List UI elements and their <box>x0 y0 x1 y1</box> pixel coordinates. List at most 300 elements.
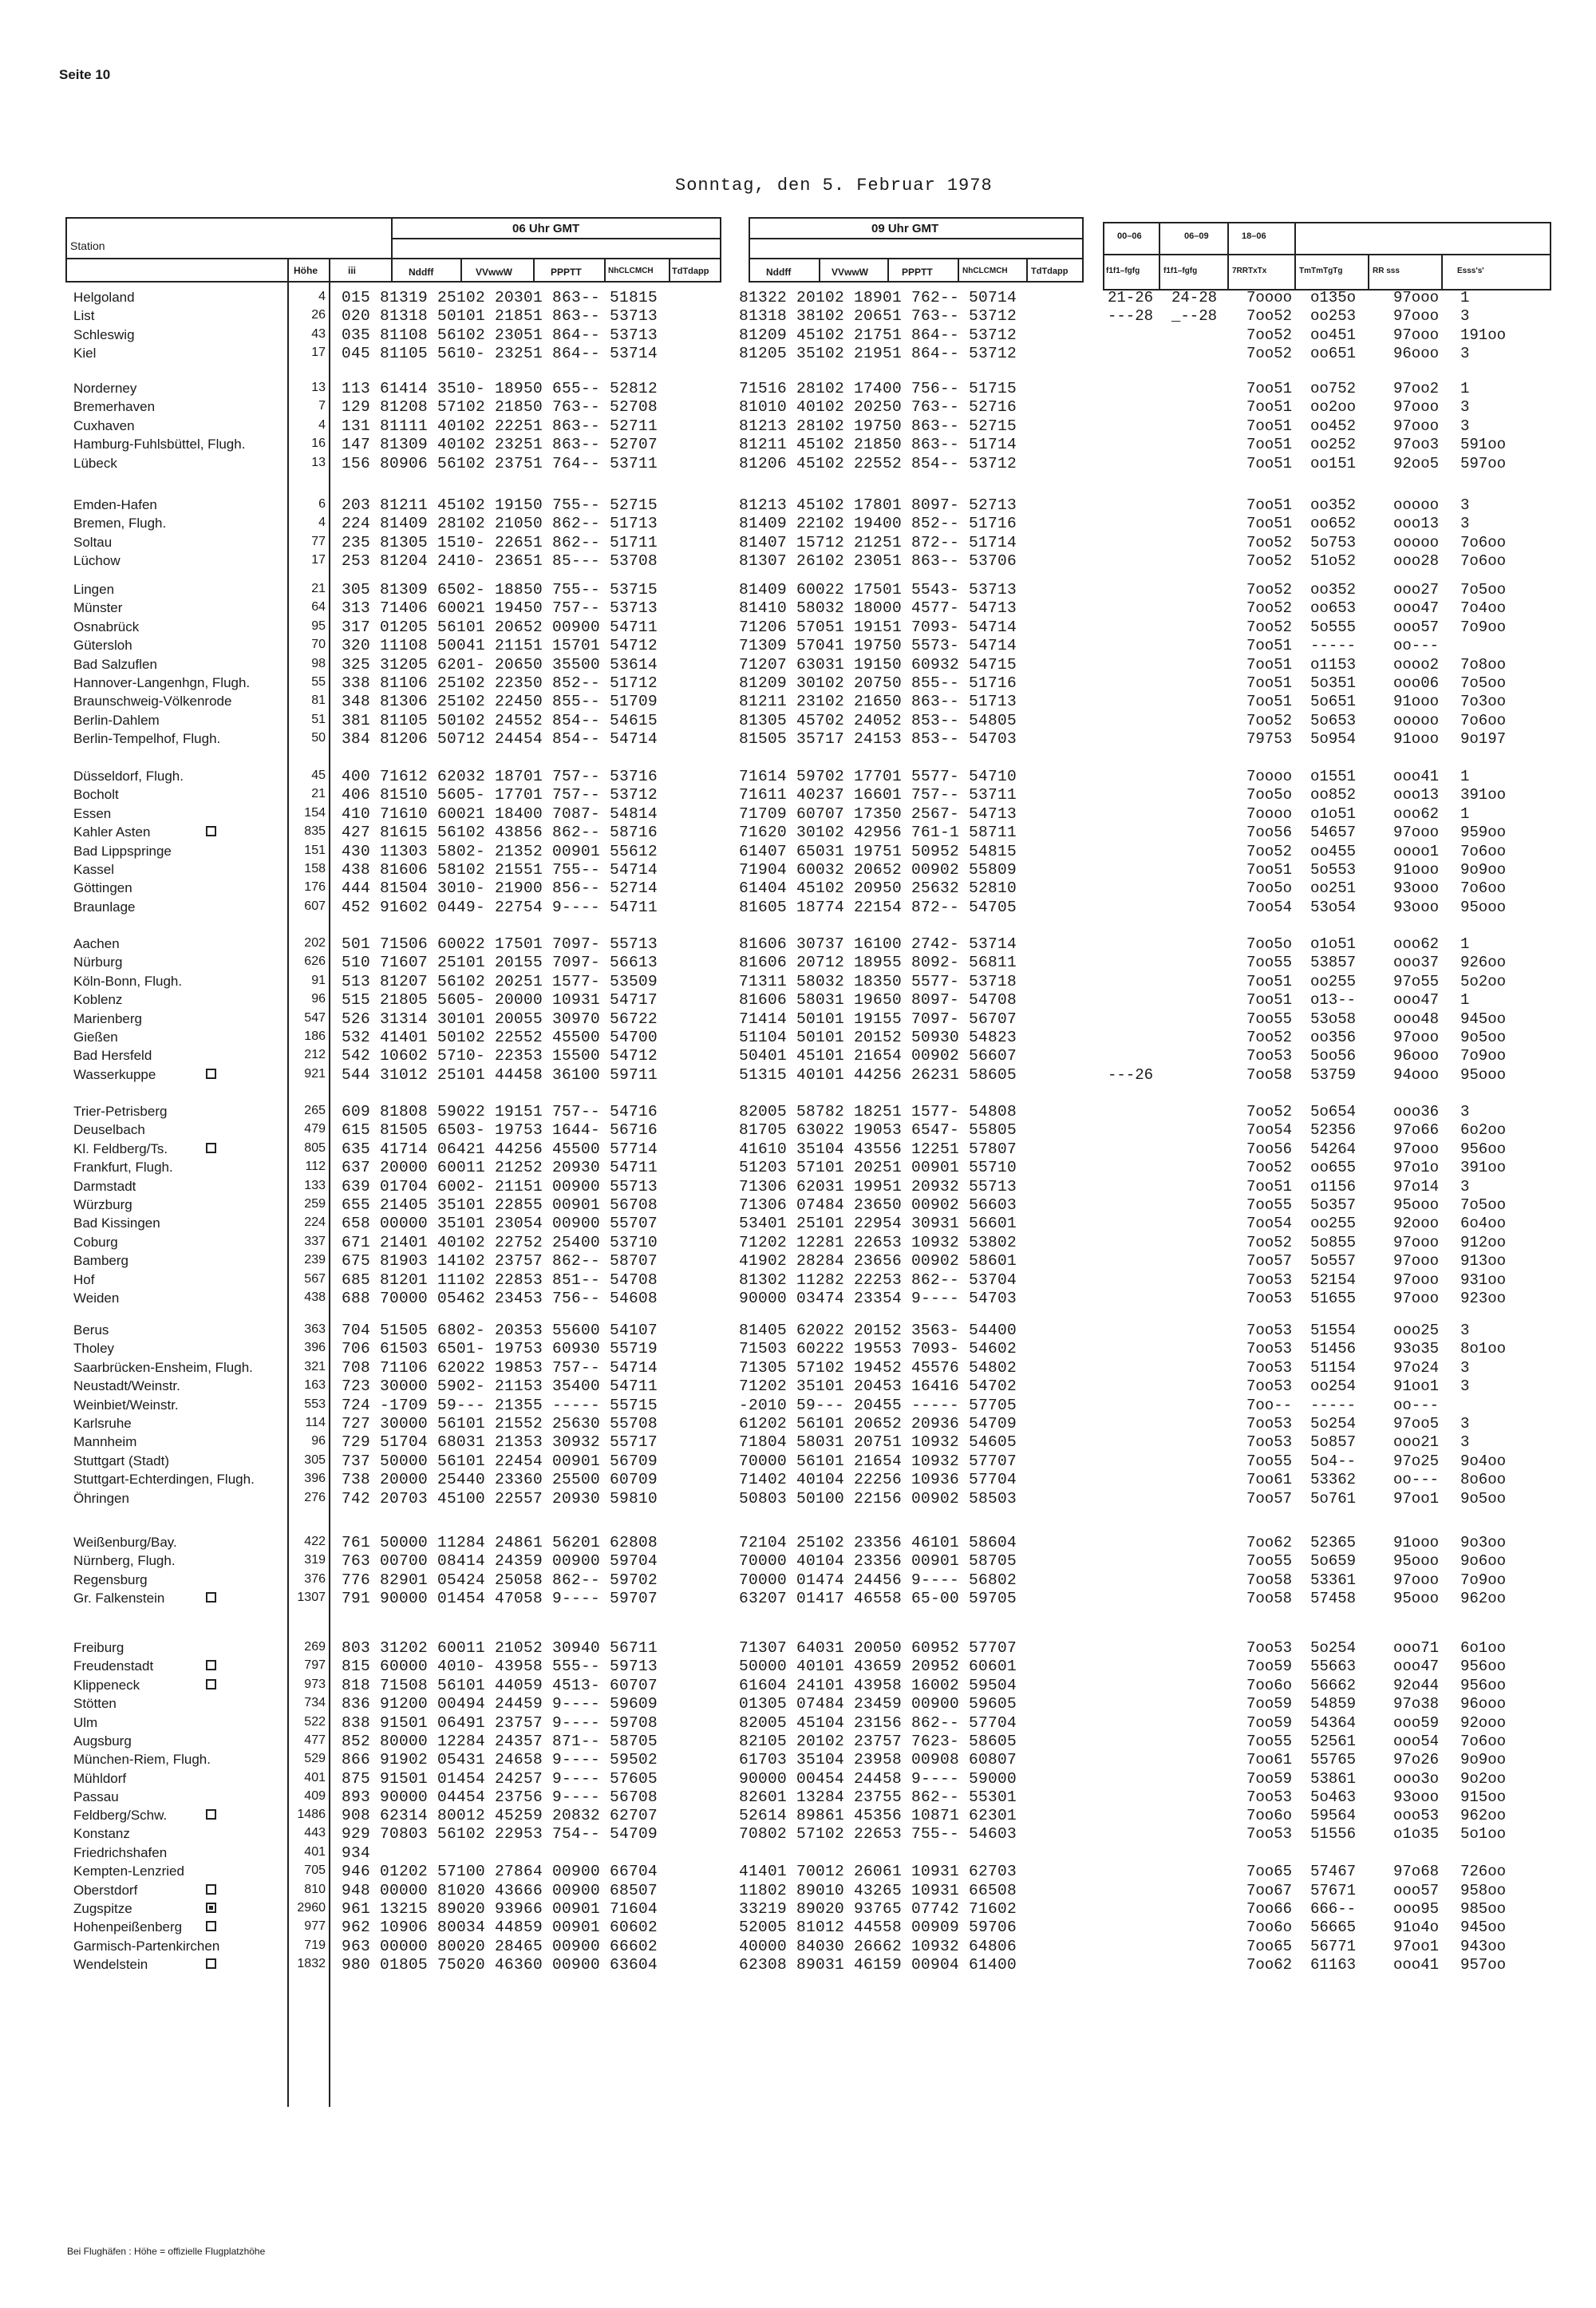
obs-d09: 81322 20102 18901 762-- 50714 <box>739 289 1017 306</box>
obs-c5: 92oo5 <box>1393 454 1440 472</box>
station-height: 259 <box>304 1197 326 1211</box>
obs-d09: 81209 30102 20750 855-- 51716 <box>739 674 1017 692</box>
obs-d06: 639 01704 6002- 21151 00900 55713 <box>342 1177 658 1195</box>
obs-c3: 7oo55 <box>1246 1010 1293 1028</box>
obs-d06: 338 81106 25102 22350 852-- 51712 <box>342 674 658 692</box>
obs-c4: 5o254 <box>1310 1639 1357 1657</box>
mountain-station-marker-icon <box>206 1660 216 1670</box>
obs-c4: 53o58 <box>1310 1010 1357 1028</box>
station-name: Augsburg <box>73 1733 132 1749</box>
station-name: Neustadt/Weinstr. <box>73 1378 180 1394</box>
obs-c5: 91oo1 <box>1393 1377 1440 1396</box>
obs-c5: 95ooo <box>1393 1590 1440 1608</box>
obs-d09: 71904 60032 20652 00902 55809 <box>739 861 1017 879</box>
table-row <box>0 1880 1596 1899</box>
obs-c5: ooo59 <box>1393 1713 1440 1732</box>
obs-d09: 41610 35104 43556 12251 57807 <box>739 1140 1017 1158</box>
obs-c3: 7oo53 <box>1246 1358 1293 1377</box>
obs-c4: 5o761 <box>1310 1489 1357 1508</box>
obs-c3: 7oo51 <box>1246 454 1293 472</box>
obs-c3: 7oo59 <box>1246 1695 1293 1713</box>
table-row <box>0 1693 1596 1712</box>
station-height: 133 <box>304 1178 326 1192</box>
station-height: 401 <box>304 1770 326 1784</box>
obs-c5: 97ooo <box>1393 1290 1440 1307</box>
table-row <box>0 1176 1596 1195</box>
obs-d09: 81505 35717 24153 853-- 54703 <box>739 730 1017 749</box>
table-row <box>0 453 1596 472</box>
obs-c4: 5o463 <box>1310 1788 1357 1807</box>
obs-c4: 57671 <box>1310 1881 1357 1899</box>
obs-c5: 93ooo <box>1393 1788 1440 1807</box>
obs-c4: 55765 <box>1310 1751 1357 1769</box>
obs-c6: 726oo <box>1460 1863 1507 1881</box>
station-name: Konstanz <box>73 1826 130 1842</box>
obs-c6: 9o6oo <box>1460 1552 1507 1571</box>
obs-c5: 91ooo <box>1393 693 1440 711</box>
obs-d09: 61604 24101 43958 16002 59504 <box>739 1676 1017 1694</box>
obs-d09: 71709 60707 17350 2567- 54713 <box>739 804 1017 823</box>
obs-d06: 348 81306 25102 22450 855-- 51709 <box>342 693 658 711</box>
obs-c6: 95ooo <box>1460 898 1507 916</box>
obs-c5: 97o14 <box>1393 1177 1440 1195</box>
obs-d09: 41401 70012 26061 10931 62703 <box>739 1863 1017 1881</box>
obs-d09: 50401 45101 21654 00902 56607 <box>739 1047 1017 1065</box>
obs-c5: 96ooo <box>1393 1047 1440 1065</box>
obs-c6: 7o6oo <box>1460 711 1507 729</box>
station-height: 547 <box>304 1010 326 1025</box>
obs-c3: 7oo6o <box>1246 1919 1293 1937</box>
station-name: Nürburg <box>73 954 123 970</box>
obs-d06: 948 00000 81020 43666 00900 68507 <box>342 1881 658 1899</box>
station-height: 1832 <box>297 1957 326 1971</box>
obs-c6: 6o4oo <box>1460 1215 1507 1233</box>
obs-c4: oo651 <box>1310 345 1357 363</box>
obs-c6: 923oo <box>1460 1290 1507 1307</box>
obs-c4: oo655 <box>1310 1159 1357 1177</box>
station-name: Stötten <box>73 1696 117 1712</box>
obs-c6: 3 <box>1460 496 1470 514</box>
obs-c6: 3 <box>1460 398 1470 417</box>
obs-c6: 9o9oo <box>1460 1751 1507 1769</box>
obs-d09: 40000 84030 26662 10932 64806 <box>739 1937 1017 1955</box>
obs-c4: 666-- <box>1310 1900 1357 1918</box>
station-name: Tholey <box>73 1341 115 1357</box>
station-height: 81 <box>311 694 326 708</box>
table-row <box>0 1954 1596 1973</box>
station-height: 202 <box>304 936 326 950</box>
obs-c3: 7oo61 <box>1246 1751 1293 1769</box>
station-name: Koblenz <box>73 992 123 1008</box>
obs-c6: 591oo <box>1460 436 1507 454</box>
obs-c4: 51554 <box>1310 1322 1357 1339</box>
obs-c4: 54264 <box>1310 1140 1357 1158</box>
obs-d09: 81405 62022 20152 3563- 54400 <box>739 1322 1017 1339</box>
station-name: Wendelstein <box>73 1957 148 1973</box>
obs-c1: ---28 <box>1108 307 1154 326</box>
obs-d09: -2010 59--- 20455 ----- 57705 <box>739 1396 1017 1414</box>
station-name: Köln-Bonn, Flugh. <box>73 973 183 989</box>
mountain-station-marker-icon <box>206 1958 216 1969</box>
obs-c5: 94ooo <box>1393 1065 1440 1084</box>
obs-c3: 7oo51 <box>1246 991 1293 1010</box>
obs-d09: 71611 40237 16601 757-- 53711 <box>739 786 1017 804</box>
obs-d06: 020 81318 50101 21851 863-- 53713 <box>342 307 658 326</box>
obs-c6: 6o2oo <box>1460 1121 1507 1140</box>
station-height: 21 <box>311 582 326 595</box>
obs-c6: 913oo <box>1460 1252 1507 1271</box>
obs-d06: 035 81108 56102 23051 864-- 53713 <box>342 326 658 344</box>
table-row <box>0 1451 1596 1469</box>
obs-c4: oo451 <box>1310 326 1357 344</box>
obs-c5: ooo71 <box>1393 1639 1440 1657</box>
obs-c6: 3 <box>1460 1433 1470 1452</box>
obs-c3: 7oo5o <box>1246 935 1293 953</box>
obs-c4: 51456 <box>1310 1340 1357 1358</box>
obs-d09: 50000 40101 43659 20952 60601 <box>739 1658 1017 1676</box>
obs-d06: 384 81206 50712 24454 854-- 54714 <box>342 730 658 749</box>
obs-d06: 962 10906 80034 44859 00901 60602 <box>342 1919 658 1937</box>
obs-c5: 97o55 <box>1393 972 1440 990</box>
obs-c4: 5oo56 <box>1310 1047 1357 1065</box>
table-row <box>0 287 1596 306</box>
obs-d09: 11802 89010 43265 10931 66508 <box>739 1881 1017 1899</box>
obs-d09: 81010 40102 20250 763-- 52716 <box>739 398 1017 417</box>
obs-c5: 97oo1 <box>1393 1937 1440 1955</box>
obs-c3: 7oo53 <box>1246 1377 1293 1396</box>
station-name: Weißenburg/Bay. <box>73 1535 177 1550</box>
obs-d09: 81211 23102 21650 863-- 51713 <box>739 693 1017 711</box>
obs-c5: 97ooo <box>1393 307 1440 326</box>
obs-c1: ---26 <box>1108 1065 1154 1084</box>
obs-c3: 7oo53 <box>1246 1415 1293 1433</box>
obs-c4: 52365 <box>1310 1534 1357 1551</box>
obs-c6: 7o9oo <box>1460 1571 1507 1589</box>
station-height: 17 <box>311 346 326 360</box>
obs-d06: 980 01805 75020 46360 00900 63604 <box>342 1956 658 1974</box>
obs-c5: 97o26 <box>1393 1751 1440 1769</box>
mountain-station-marker-icon <box>206 1679 216 1690</box>
station-height: 4 <box>318 516 326 530</box>
obs-c6: 931oo <box>1460 1271 1507 1289</box>
obs-c1: 21-26 <box>1108 289 1154 306</box>
obs-c3: 7oo6o <box>1246 1807 1293 1824</box>
obs-d09: 71311 58032 18350 5577- 53718 <box>739 972 1017 990</box>
obs-d06: 515 21805 5605- 20000 10931 54717 <box>342 991 658 1010</box>
obs-c3: 7oo52 <box>1246 581 1293 599</box>
obs-c5: 97oo2 <box>1393 380 1440 397</box>
header-hoehe: Höhe <box>294 265 318 276</box>
obs-d09: 81606 20712 18955 8092- 56811 <box>739 954 1017 972</box>
obs-c4: o1153 <box>1310 655 1357 674</box>
obs-c5: oo--- <box>1393 1396 1440 1414</box>
obs-d06: 147 81309 40102 23251 863-- 52707 <box>342 436 658 454</box>
obs-c5: 97o25 <box>1393 1452 1440 1470</box>
station-name: Mühldorf <box>73 1770 127 1786</box>
obs-c3: 7oo52 <box>1246 842 1293 860</box>
obs-d06: 305 81309 6502- 18850 755-- 53715 <box>342 581 658 599</box>
table-row <box>0 710 1596 729</box>
obs-c3: 7oo67 <box>1246 1881 1293 1899</box>
obs-d09: 71402 40104 22256 10936 57704 <box>739 1471 1017 1489</box>
obs-d09: 71414 50101 19155 7097- 56707 <box>739 1010 1017 1028</box>
obs-c4: 5o954 <box>1310 730 1357 749</box>
obs-c3: 7oo52 <box>1246 533 1293 551</box>
obs-c3: 7oo59 <box>1246 1713 1293 1732</box>
station-height: 45 <box>311 769 326 782</box>
obs-d06: 738 20000 25440 23360 25500 60709 <box>342 1471 658 1489</box>
obs-c4: oo151 <box>1310 454 1357 472</box>
table-row <box>0 1320 1596 1338</box>
obs-c4: o1o51 <box>1310 935 1357 953</box>
table-row <box>0 673 1596 691</box>
obs-c6: 7o6oo <box>1460 879 1507 898</box>
obs-c6: 1 <box>1460 991 1470 1010</box>
station-height: 719 <box>304 1938 326 1952</box>
obs-c6: 9o5oo <box>1460 1029 1507 1046</box>
header-09-col-5: TdTdapp <box>1031 267 1069 276</box>
obs-d09: 71306 62031 19951 20932 55713 <box>739 1177 1017 1195</box>
mountain-station-marker-icon <box>206 1592 216 1603</box>
obs-d06: 866 91902 05431 24658 9---- 59502 <box>342 1751 658 1769</box>
station-name: Zugspitze <box>73 1901 132 1916</box>
station-name: Weiden <box>73 1290 120 1306</box>
obs-c3: 7oo52 <box>1246 307 1293 326</box>
obs-c5: ooo47 <box>1393 1658 1440 1676</box>
station-name: Braunschweig-Völkenrode <box>73 694 232 709</box>
table-row <box>0 1288 1596 1306</box>
obs-c4: 5o4-- <box>1310 1452 1357 1470</box>
table-row <box>0 551 1596 569</box>
station-height: 977 <box>304 1919 326 1934</box>
station-name: Kl. Feldberg/Ts. <box>73 1140 168 1156</box>
station-name: Lingen <box>73 582 115 597</box>
obs-d06: 704 51505 6802- 20353 55600 54107 <box>342 1322 658 1339</box>
header-group-06: 06 Uhr GMT <box>512 222 580 235</box>
table-row <box>0 1232 1596 1251</box>
obs-d09: 01305 07484 23459 00900 59605 <box>739 1695 1017 1713</box>
obs-c4: oo255 <box>1310 1215 1357 1233</box>
obs-d06: 615 81505 6503- 19753 1644- 56716 <box>342 1121 658 1140</box>
obs-d06: 893 90000 04454 23756 9---- 56708 <box>342 1788 658 1807</box>
station-height: 98 <box>311 656 326 670</box>
obs-c4: 56665 <box>1310 1919 1357 1937</box>
obs-d09: 81705 63022 19053 6547- 55805 <box>739 1121 1017 1140</box>
obs-c6: 7o6oo <box>1460 552 1507 571</box>
obs-c3: 7oo-- <box>1246 1396 1293 1414</box>
mountain-station-marker-icon <box>206 1921 216 1931</box>
header-extra-bottom-3: 7RRTxTx <box>1232 267 1267 275</box>
obs-c6: 5o2oo <box>1460 972 1507 990</box>
obs-c4: 54364 <box>1310 1713 1357 1732</box>
obs-d09: 81209 45102 21751 864-- 53712 <box>739 326 1017 344</box>
station-height: 4 <box>318 417 326 432</box>
station-name: Stuttgart (Stadt) <box>73 1452 169 1468</box>
station-height: 973 <box>304 1677 326 1691</box>
header-extra-bottom-5: RR sss <box>1373 267 1400 275</box>
obs-c4: 51655 <box>1310 1290 1357 1307</box>
obs-c6: 92ooo <box>1460 1713 1507 1732</box>
obs-d09: 81410 58032 18000 4577- 54713 <box>739 599 1017 618</box>
station-name: Cuxhaven <box>73 417 135 433</box>
table-row <box>0 1432 1596 1450</box>
obs-c5: 97ooo <box>1393 417 1440 435</box>
obs-d09: 51104 50101 20152 50930 54823 <box>739 1029 1017 1046</box>
station-height: 438 <box>304 1290 326 1304</box>
obs-d06: 729 51704 68031 21353 30932 55717 <box>342 1433 658 1452</box>
obs-c3: 7oo54 <box>1246 1215 1293 1233</box>
table-row <box>0 804 1596 822</box>
obs-c5: ooo3o <box>1393 1769 1440 1788</box>
header-extra-top-1: 00–06 <box>1117 231 1142 241</box>
obs-d09: 62308 89031 46159 00904 61400 <box>739 1956 1017 1974</box>
table-row <box>0 1551 1596 1569</box>
station-height: 734 <box>304 1696 326 1710</box>
station-name: Darmstadt <box>73 1178 136 1194</box>
obs-c6: 3 <box>1460 1415 1470 1433</box>
table-row <box>0 378 1596 397</box>
station-height: 805 <box>304 1140 326 1155</box>
obs-d09: 51315 40101 44256 26231 58605 <box>739 1065 1017 1084</box>
station-name: Aachen <box>73 936 120 951</box>
obs-d06: 675 81903 14102 23757 862-- 58707 <box>342 1252 658 1271</box>
obs-c6: 9o9oo <box>1460 861 1507 879</box>
obs-d09: 81407 15712 21251 872-- 51714 <box>739 533 1017 551</box>
table-row <box>0 325 1596 343</box>
obs-c5: 97ooo <box>1393 1140 1440 1158</box>
obs-c3: 7oo57 <box>1246 1252 1293 1271</box>
header-extra-bottom-6: Esss's' <box>1457 267 1484 275</box>
obs-d09: 61407 65031 19751 50952 54815 <box>739 842 1017 860</box>
table-row <box>0 1395 1596 1413</box>
obs-d09: 81211 45102 21850 863-- 51714 <box>739 436 1017 454</box>
obs-d06: 410 71610 60021 18400 7087- 54814 <box>342 804 658 823</box>
station-height: 1486 <box>297 1808 326 1821</box>
obs-d09: 63207 01417 46558 65-00 59705 <box>739 1590 1017 1608</box>
obs-c6: 3 <box>1460 1103 1470 1120</box>
station-name: Mannheim <box>73 1434 137 1450</box>
obs-c3: 7oo55 <box>1246 1452 1293 1470</box>
obs-c5: 91o4o <box>1393 1919 1440 1937</box>
obs-c4: 57458 <box>1310 1590 1357 1608</box>
obs-c3: 7oo58 <box>1246 1065 1293 1084</box>
table-row <box>0 934 1596 952</box>
station-name: Klippeneck <box>73 1677 140 1693</box>
obs-c3: 7oo51 <box>1246 861 1293 879</box>
station-height: 239 <box>304 1253 326 1267</box>
obs-c4: oo653 <box>1310 599 1357 618</box>
obs-c6: 7o3oo <box>1460 693 1507 711</box>
obs-c6: 962oo <box>1460 1590 1507 1608</box>
obs-c4: 5o654 <box>1310 1103 1357 1120</box>
obs-c5: 97ooo <box>1393 1029 1440 1046</box>
station-height: 55 <box>311 675 326 689</box>
obs-c6: 3 <box>1460 515 1470 533</box>
obs-c4: 55663 <box>1310 1658 1357 1676</box>
station-height: 91 <box>311 973 326 987</box>
table-row <box>0 1843 1596 1861</box>
station-height: 96 <box>311 1434 326 1448</box>
obs-d06: 803 31202 60011 21052 30940 56711 <box>342 1639 658 1657</box>
obs-d09: 81409 60022 17501 5543- 53713 <box>739 581 1017 599</box>
table-row <box>0 343 1596 362</box>
obs-c4: oo455 <box>1310 842 1357 860</box>
station-name: Marienberg <box>73 1010 142 1026</box>
table-row <box>0 822 1596 840</box>
table-row <box>0 532 1596 551</box>
station-name: Braunlage <box>73 899 136 915</box>
obs-c2: 24-28 <box>1171 289 1218 306</box>
table-row <box>0 1675 1596 1693</box>
station-name: Göttingen <box>73 880 132 896</box>
station-height: 21 <box>311 787 326 801</box>
obs-c4: 5o357 <box>1310 1196 1357 1214</box>
obs-c6: 962oo <box>1460 1807 1507 1824</box>
obs-d06: 658 00000 35101 23054 00900 55707 <box>342 1215 658 1233</box>
obs-d06: 671 21401 40102 22752 25400 53710 <box>342 1233 658 1251</box>
station-name: Bad Salzuflen <box>73 656 157 672</box>
obs-c5: ooo48 <box>1393 1010 1440 1028</box>
obs-c4: 54859 <box>1310 1695 1357 1713</box>
obs-d06: 723 30000 5902- 21153 35400 54711 <box>342 1377 658 1396</box>
station-name: Gütersloh <box>73 638 132 654</box>
obs-c4: oo253 <box>1310 307 1357 326</box>
obs-c4: ----- <box>1310 1396 1357 1414</box>
obs-c4: 53759 <box>1310 1065 1357 1084</box>
obs-c6: 956oo <box>1460 1658 1507 1676</box>
obs-c6: 191oo <box>1460 326 1507 344</box>
obs-d06: 838 91501 06491 23757 9---- 59708 <box>342 1713 658 1732</box>
station-name: Oberstdorf <box>73 1882 138 1898</box>
station-name: Öhringen <box>73 1490 129 1506</box>
table-row <box>0 617 1596 635</box>
station-name: Regensburg <box>73 1571 148 1587</box>
obs-c5: 97oo3 <box>1393 436 1440 454</box>
station-height: 26 <box>311 308 326 322</box>
obs-d06: 961 13215 89020 93966 00901 71604 <box>342 1900 658 1918</box>
obs-c6: 956oo <box>1460 1676 1507 1694</box>
header-06-col-3: PPPTT <box>551 267 582 278</box>
obs-c6: 7o6oo <box>1460 533 1507 551</box>
obs-d09: 71620 30102 42956 761-1 58711 <box>739 824 1017 842</box>
obs-d09: 81305 45702 24052 853-- 54805 <box>739 711 1017 729</box>
obs-d06: 815 60000 4010- 43958 555-- 59713 <box>342 1658 658 1676</box>
obs-c5: 97o66 <box>1393 1121 1440 1140</box>
station-name: Berlin-Dahlem <box>73 712 160 728</box>
obs-c3: 7oo52 <box>1246 326 1293 344</box>
station-height: 422 <box>304 1535 326 1548</box>
obs-c3: 7oo53 <box>1246 1340 1293 1358</box>
obs-c6: 7o9oo <box>1460 1047 1507 1065</box>
obs-d09: 71305 57102 19452 45576 54802 <box>739 1358 1017 1377</box>
obs-c6: 7o5oo <box>1460 674 1507 692</box>
station-name: Wasserkuppe <box>73 1066 156 1082</box>
obs-c4: 51o52 <box>1310 552 1357 571</box>
obs-d09: 33219 89020 93765 07742 71602 <box>739 1900 1017 1918</box>
obs-d06: 045 81105 5610- 23251 864-- 53714 <box>342 345 658 363</box>
obs-c4: oo356 <box>1310 1029 1357 1046</box>
station-height: 43 <box>311 326 326 341</box>
obs-c3: 7oo51 <box>1246 515 1293 533</box>
obs-c6: 957oo <box>1460 1956 1507 1974</box>
station-name: Bocholt <box>73 787 119 803</box>
obs-c4: 5o254 <box>1310 1415 1357 1433</box>
obs-d06: 131 81111 40102 22251 863-- 52711 <box>342 417 658 435</box>
obs-c6: 7o9oo <box>1460 618 1507 636</box>
obs-c5: ooooo <box>1393 711 1440 729</box>
obs-d06: 836 91200 00494 24459 9---- 59609 <box>342 1695 658 1713</box>
obs-c4: 53362 <box>1310 1471 1357 1489</box>
